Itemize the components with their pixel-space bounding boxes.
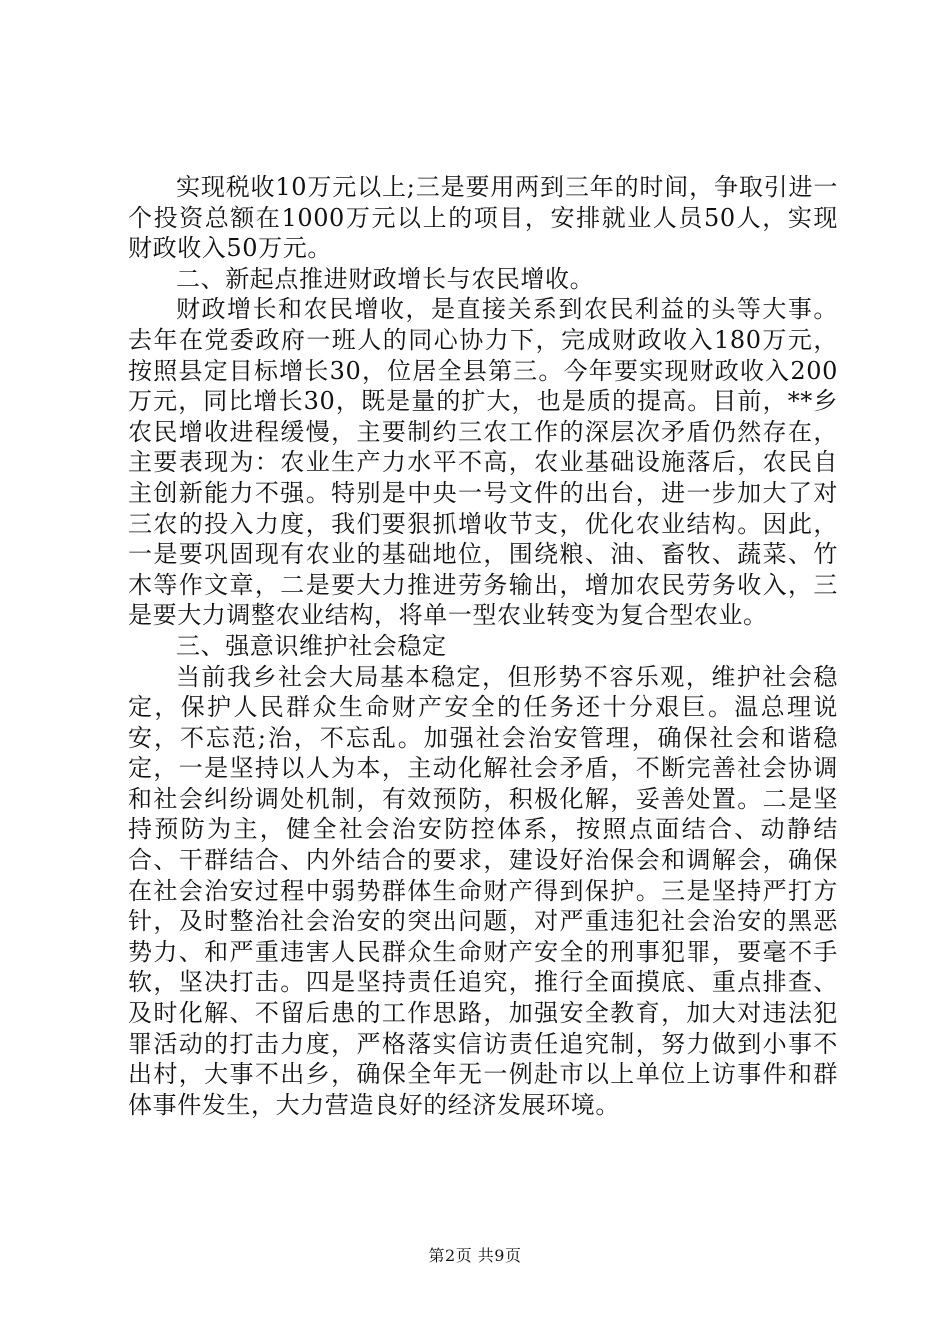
document-body: [128, 172, 838, 1120]
page-footer: 第2页 共9页: [428, 1246, 522, 1265]
paragraph-social-stability: 当前我乡社会大局基本稳定，但形势不容乐观，维护社会稳定，保护人民群众生命财产安全的任务还十分艰巨。温总理说安，不忘范;治，不忘乱。加强社会治安管理，确保社会和谐稳定，一是坚持以人为本，主动化解社会矛盾，不断完善社会协调和社会纠纷调处机制，有效预防，积极化解，妥善处置。二是坚持预防为主，健全社会治安防控体系，按照点面结合、动静结合、干群结合、内外结合的要求，建设好治保会和调解会，确保在社会治安过程中弱势群体生命财产得到保护。三是坚持严打方针，及时整治社会治安的突出问题，对严重违犯社会治安的黑恶势力、和严重违害人民群众生命财产安全的刑事犯罪，要毫不手软，坚决打击。四是坚持责任追究，推行全面摸底、重点排查、及时化解、不留后患的工作思路，加强安全教育，加大对违法犯罪活动的打击力度，严格落实信访责任追究制，努力做到小事不出村，大事不出乡，确保全年无一例赴市以上单位上访事件和群体事件发生，大力营造良好的经济发展环境。: [128, 662, 838, 1119]
section-heading-social-stability: 三、强意识维护社会稳定: [176, 631, 447, 660]
paragraph-fiscal-growth: 财政增长和农民增收，是直接关系到农民利益的头等大事。去年在党委政府一班人的同心协力下，完成财政收入180万元，按照县定目标增长30，位居全县第三。今年要实现财政收入200万元，同比增长30，既是量的扩大，也是质的提高。目前，**乡农民增收进程缓慢，主要制约三农工作的深层次矛盾仍然存在，主要表现为：农业生产力水平不高，农业基础设施落后，农民自主创新能力不强。特别是中央一号文件的出台，进一步加大了对三农的投入力度，我们要狠抓增收节支，优化农业结构。因此，一是要巩固现有农业的基础地位，围绕粮、油、畜牧、蔬菜、竹木等作文章，二是要大力推进劳务输出，增加农民劳务收入，三是要大力调整农业结构，将单一型农业转变为复合型农业。: [128, 295, 838, 630]
paragraph-revenue-targets: 实现税收10万元以上;三是要用两到三年的时间，争取引进一个投资总额在1000万元以上的项目，安排就业人员50人，实现财政收入50万元。: [128, 173, 838, 263]
section-heading-fiscal-growth: 二、新起点推进财政增长与农民增收。: [176, 264, 595, 293]
